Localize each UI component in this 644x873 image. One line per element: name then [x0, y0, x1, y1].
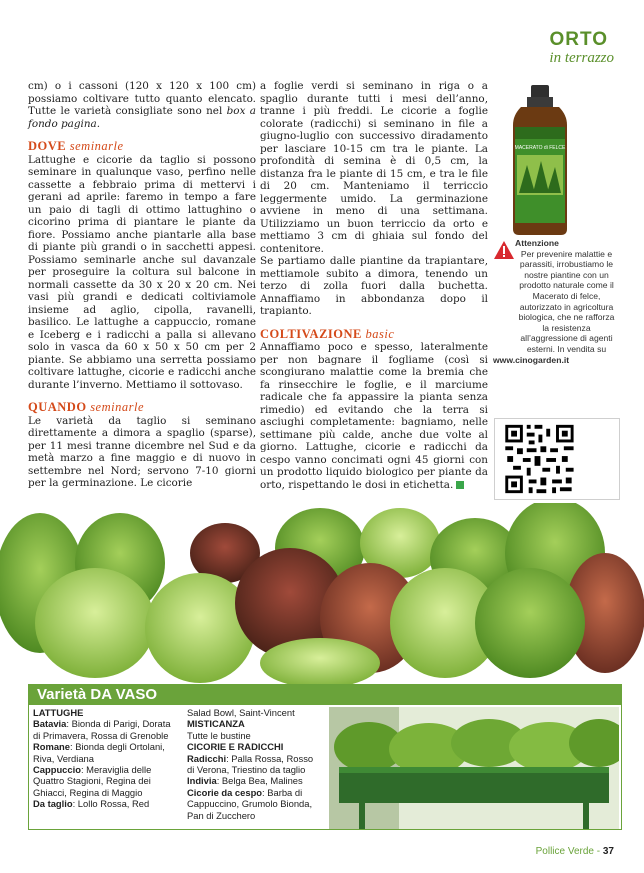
semina-paragraph: a foglie verdi si seminano in riga o a spaglio durante tutti i mesi dell’anno, tranne i più freddi. Le cicorie a foglie colorate (radicchi) si seminano in file a giugno-luglio con successivo diradamento per lasciare 10-15 cm tra le piante. La profondità di semina è di 0,5 cm, la distanza fra le piante di 15 cm, e tra le file di 20 cm. Manteniamo il terriccio leggermente umido. La germinazione avviene in meno di una settimana. Utilizziamo un buon terriccio da orto e mettiamo 3 cm di ghiaia sul fondo del contenitore. [260, 80, 488, 255]
attention-text: Per prevenire malattie e parassiti, irrobustiamo le nostre piantine con un prodotto naturale come il Macerato di felce, autorizzato in agricoltura biologica, che ne rafforza la resistenza all’aggressione di agenti esterni. In vendita su [518, 248, 615, 354]
cicorie-heading: CICORIE E RADICCHI [187, 741, 284, 753]
heading-quando: QUANDO seminarle [28, 400, 144, 414]
planter-photo [329, 707, 619, 829]
text-column-1 [28, 80, 256, 490]
site-link[interactable]: www.cinogarden.it [493, 354, 570, 365]
varieta-title: Varietà DA VASO [29, 685, 621, 705]
varieta-column-1 [33, 707, 173, 810]
varieta-box [28, 684, 622, 830]
taglio-item-cont: Salad Bowl, Saint-Vincent [187, 707, 295, 718]
attention-title: Attenzione [515, 238, 559, 248]
varieta-column-2 [187, 707, 321, 821]
quando-paragraph: Le varietà da taglio si seminano direttamente a dimora a spaglio (sparse), per 11 mesi tranne dicembre nel Sud e da metà marzo a fine maggio e di nuovo in settembre nel Nord; servono 7-10 giorni per la germinazione. Le cicorie [28, 414, 256, 489]
heading-coltivazione: COLTIVAZIONE basic [260, 326, 395, 341]
qr-code[interactable] [494, 418, 620, 500]
misticanza-item: Tutte le bustine [187, 729, 251, 741]
trapianto-paragraph: Se partiamo dalle piantine da trapiantare, mettiamole subito a dimora, tenendo un terzo di zolla fuori dalla buchetta. Annaffiamo in abbondanza dopo il trapianto. [260, 255, 488, 317]
batavia-item: Batavia: Bionda di Parigi, Dorata di Primavera, Rossa di Grenoble [33, 718, 171, 741]
dove-paragraph: Lattughe e cicorie da taglio si possono seminare in qualunque vaso, perfino nelle cassette a febbraio prima di mettervi i gerani ad aprile: faremo in tempo a fare un paio di tagli di ottimo lattughino o cicorino prima di piantare le piante da fiore. Possiamo anche piantarle alla base di piante più grandi o in sacchetti appesi. Possiamo seminarle anche sul davanzale per proseguire la coltura sul balcone in normali cassette da 30 x 20 x 20 cm. Nei vasi più grandi e dedicati coltiviamole insieme ad aglio, cipolla, ravanelli, basilico. Le lattughe a cappuccio, romane e Iceberg e i radicchi a palla si allevano solo in vasca da 60 x 50 x 50 cm per 2 piante. Se abbiamo una serretta possiamo coltivare lattughe, cicorie e radicchi anche durante l’inverno. Mettiamo il sottovaso. [28, 153, 256, 391]
macerato-bottle-image [507, 85, 573, 235]
section-title: ORTO [549, 29, 608, 50]
page-number: 37 [602, 846, 614, 857]
radicchi-item: Radicchi: Palla Rossa, Rosso di Verona, Triestino da taglio [187, 752, 314, 776]
section-subtitle: in terrazzo [549, 50, 614, 66]
indivia-item: Indivia: Belga Bea, Malines [187, 775, 303, 787]
lettuce-photo [0, 503, 644, 688]
magazine-name: Pollice Verde [535, 846, 594, 857]
intro-paragraph: cm) o i cassoni (120 x 120 x 100 cm) possiamo coltivare tutto quanto elencato. Tutte le varietà consigliate sono nel box a fondo pagina. [28, 80, 256, 130]
warning-icon [493, 240, 515, 260]
end-mark-icon [456, 481, 464, 489]
lattughe-heading: LATTUGHE [33, 707, 84, 718]
coltivazione-paragraph: Annaffiamo poco e spesso, lateralmente per non bagnare il fogliame (così si scongiurano malattie come la bremia che fa rinsecchire le foglie, e il marciume radicale che fa appassire la pianta senza rimedio) ed evitando che la terra si asciughi completamente: bagniamo, nelle settimane più calde, anche due volte al giorno. Lattughe, cicorie e radicchi da cespo vanno concimati ogni 45 giorni con un prodotto liquido biologico per piante da orto, rispettando le dosi in etichetta. [260, 341, 488, 491]
text-column-2 [260, 80, 488, 491]
cespo-item: Cicorie da cespo: Barba di Cappuccino, Grumolo Bionda, Pan di Zucchero [187, 786, 313, 821]
section-header [494, 30, 614, 70]
bottle-label: MACERATO di FELCE [514, 145, 566, 151]
cappuccio-item: Cappuccio: Meraviglia delle Quattro Stagioni, Regina dei Ghiacci, Regina di Maggio [33, 764, 152, 798]
page-footer: Pollice Verde - 37 [535, 846, 614, 857]
heading-dove: DOVE seminarle [28, 139, 124, 153]
misticanza-heading: MISTICANZA [187, 718, 245, 730]
attention-box [493, 238, 618, 365]
romane-item: Romane: Bionda degli Ortolani, Riva, Verdiana [33, 741, 165, 764]
taglio-item: Da taglio: Lollo Rossa, Red [33, 798, 150, 810]
